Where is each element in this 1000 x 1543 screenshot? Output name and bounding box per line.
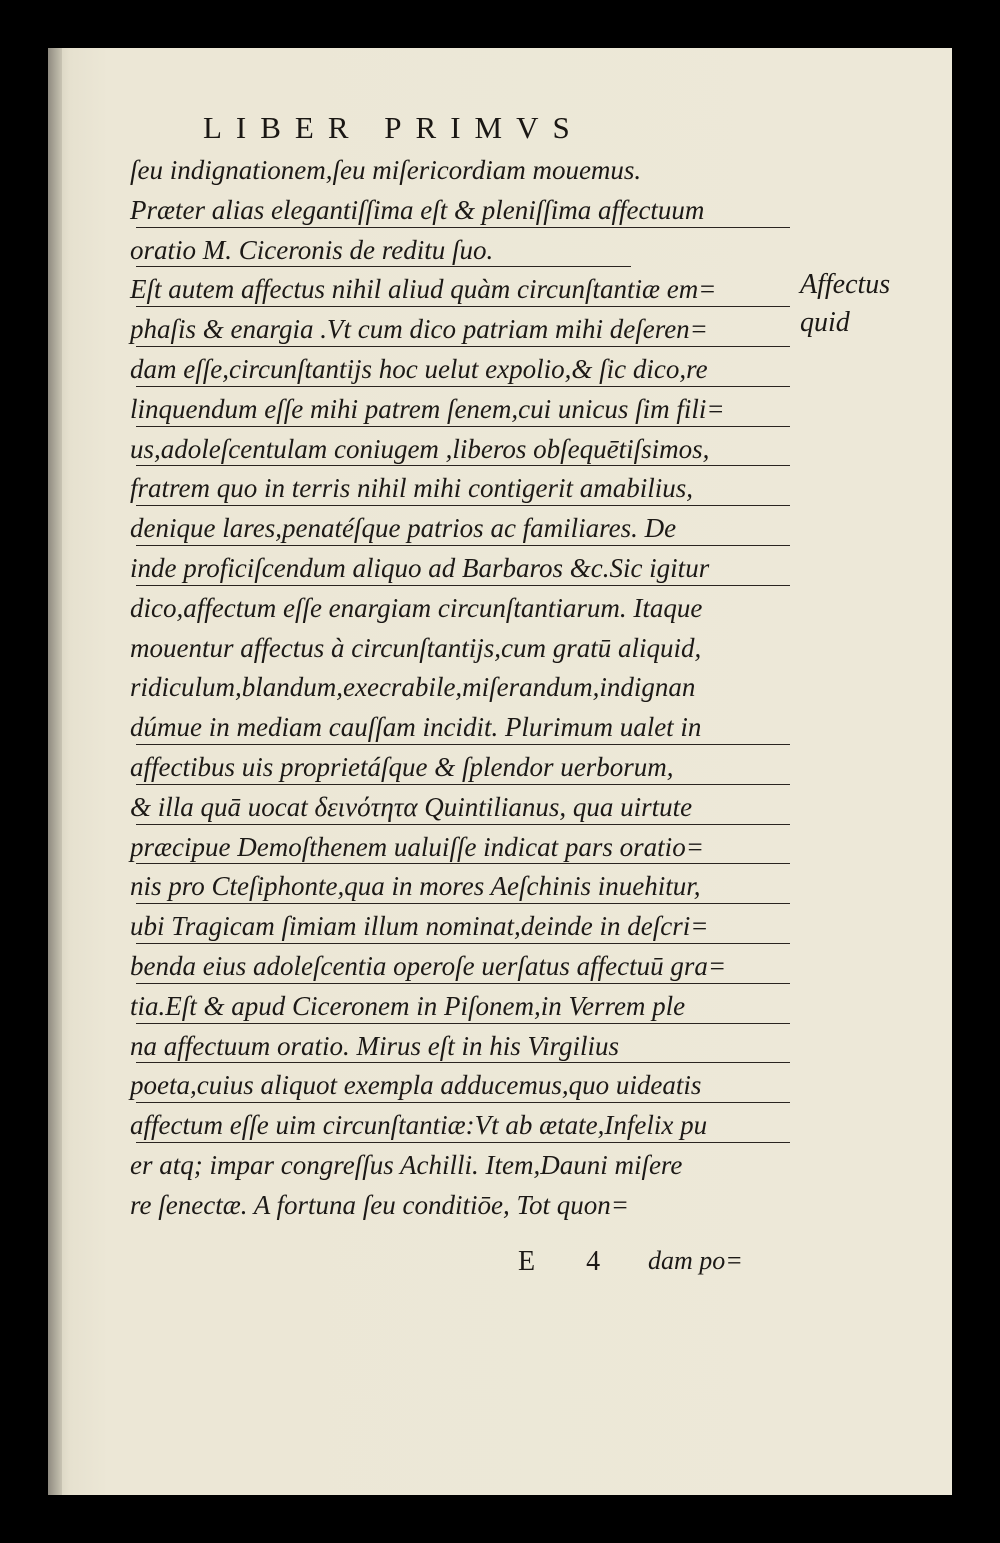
text-line: phaſis & enargia .Vt cum dico patriam mihi deſeren=: [130, 310, 790, 350]
margin-note: [800, 266, 940, 342]
text-line: mouentur affectus à circunſtantijs,cum gratū aliquid,: [130, 632, 702, 663]
catchword: dam po=: [648, 1246, 743, 1275]
text-line: Eſt autem affectus nihil aliud quàm circunſtantiæ em=: [130, 270, 790, 310]
text-line: us,adoleſcentulam coniugem ,liberos obſequētiſsimos,: [130, 430, 790, 470]
text-line: re ſenectæ. A fortuna ſeu conditiōe, Tot quon=: [130, 1189, 629, 1220]
margin-note-line: quid: [800, 307, 850, 338]
text-line: dúmue in mediam cauſſam incidit. Plurimum ualet in: [130, 708, 790, 748]
text-line: ubi Tragicam ſimiam illum nominat,deinde in deſcri=: [130, 907, 790, 947]
text-line: affectum eſſe uim circunſtantiæ:Vt ab ætate,Infelix pu: [130, 1106, 790, 1146]
text-line: linquendum eſſe mihi patrem ſenem,cui unicus ſim fili=: [130, 390, 790, 430]
text-line: dam eſſe,circunſtantijs hoc uelut expolio,& ſic dico,re: [130, 350, 790, 390]
text-line: na affectuum oratio. Mirus eſt in his Virgilius: [130, 1027, 790, 1067]
text-line: affectibus uis proprietáſque & ſplendor uerborum,: [130, 748, 790, 788]
text-line: dico,affectum eſſe enargiam circunſtantiarum. Itaque: [130, 592, 703, 623]
text-line: tia.Eſt & apud Ciceronem in Piſonem,in Verrem ple: [130, 987, 790, 1027]
running-header: LIBER PRIMVS: [203, 110, 584, 145]
text-line: benda eius adoleſcentia operoſe uerſatus affectuū gra=: [130, 947, 790, 987]
page-gutter: [48, 48, 62, 1495]
text-line: Præter alias elegantiſſima eſt & pleniſſima affectuum: [130, 191, 790, 231]
text-line: ſeu indignationem,ſeu miſericordiam mouemus.: [130, 155, 642, 185]
text-line: inde proficiſcendum aliquo ad Barbaros &c.Sic igitur: [130, 549, 790, 589]
margin-note-line: Affectus: [800, 269, 891, 300]
text-line: & illa quā uocat δεινότητα Quintilianus, qua uirtute: [130, 788, 790, 828]
text-line: ridiculum,blandum,execrabile,miſerandum,indignan: [130, 672, 696, 703]
text-line: præcipue Demoſthenem ualuiſſe indicat pars oratio=: [130, 828, 790, 868]
text-line: poeta,cuius aliquot exempla adducemus,quo uideatis: [130, 1066, 790, 1106]
text-line: denique lares,penatéſque patrios ac familiares. De: [130, 509, 790, 549]
text-line: nis pro Cteſiphonte,qua in mores Aeſchinis inuehitur,: [130, 867, 790, 907]
signature-mark: E 4: [518, 1246, 623, 1277]
text-line: er atq; impar congreſſus Achilli. Item,Dauni miſere: [130, 1149, 683, 1180]
text-line: oratio M. Ciceronis de reditu ſuo.: [130, 231, 790, 271]
body-text: [130, 151, 790, 1226]
book-page: [48, 48, 952, 1495]
text-line: fratrem quo in terris nihil mihi contigerit amabilius,: [130, 469, 790, 509]
